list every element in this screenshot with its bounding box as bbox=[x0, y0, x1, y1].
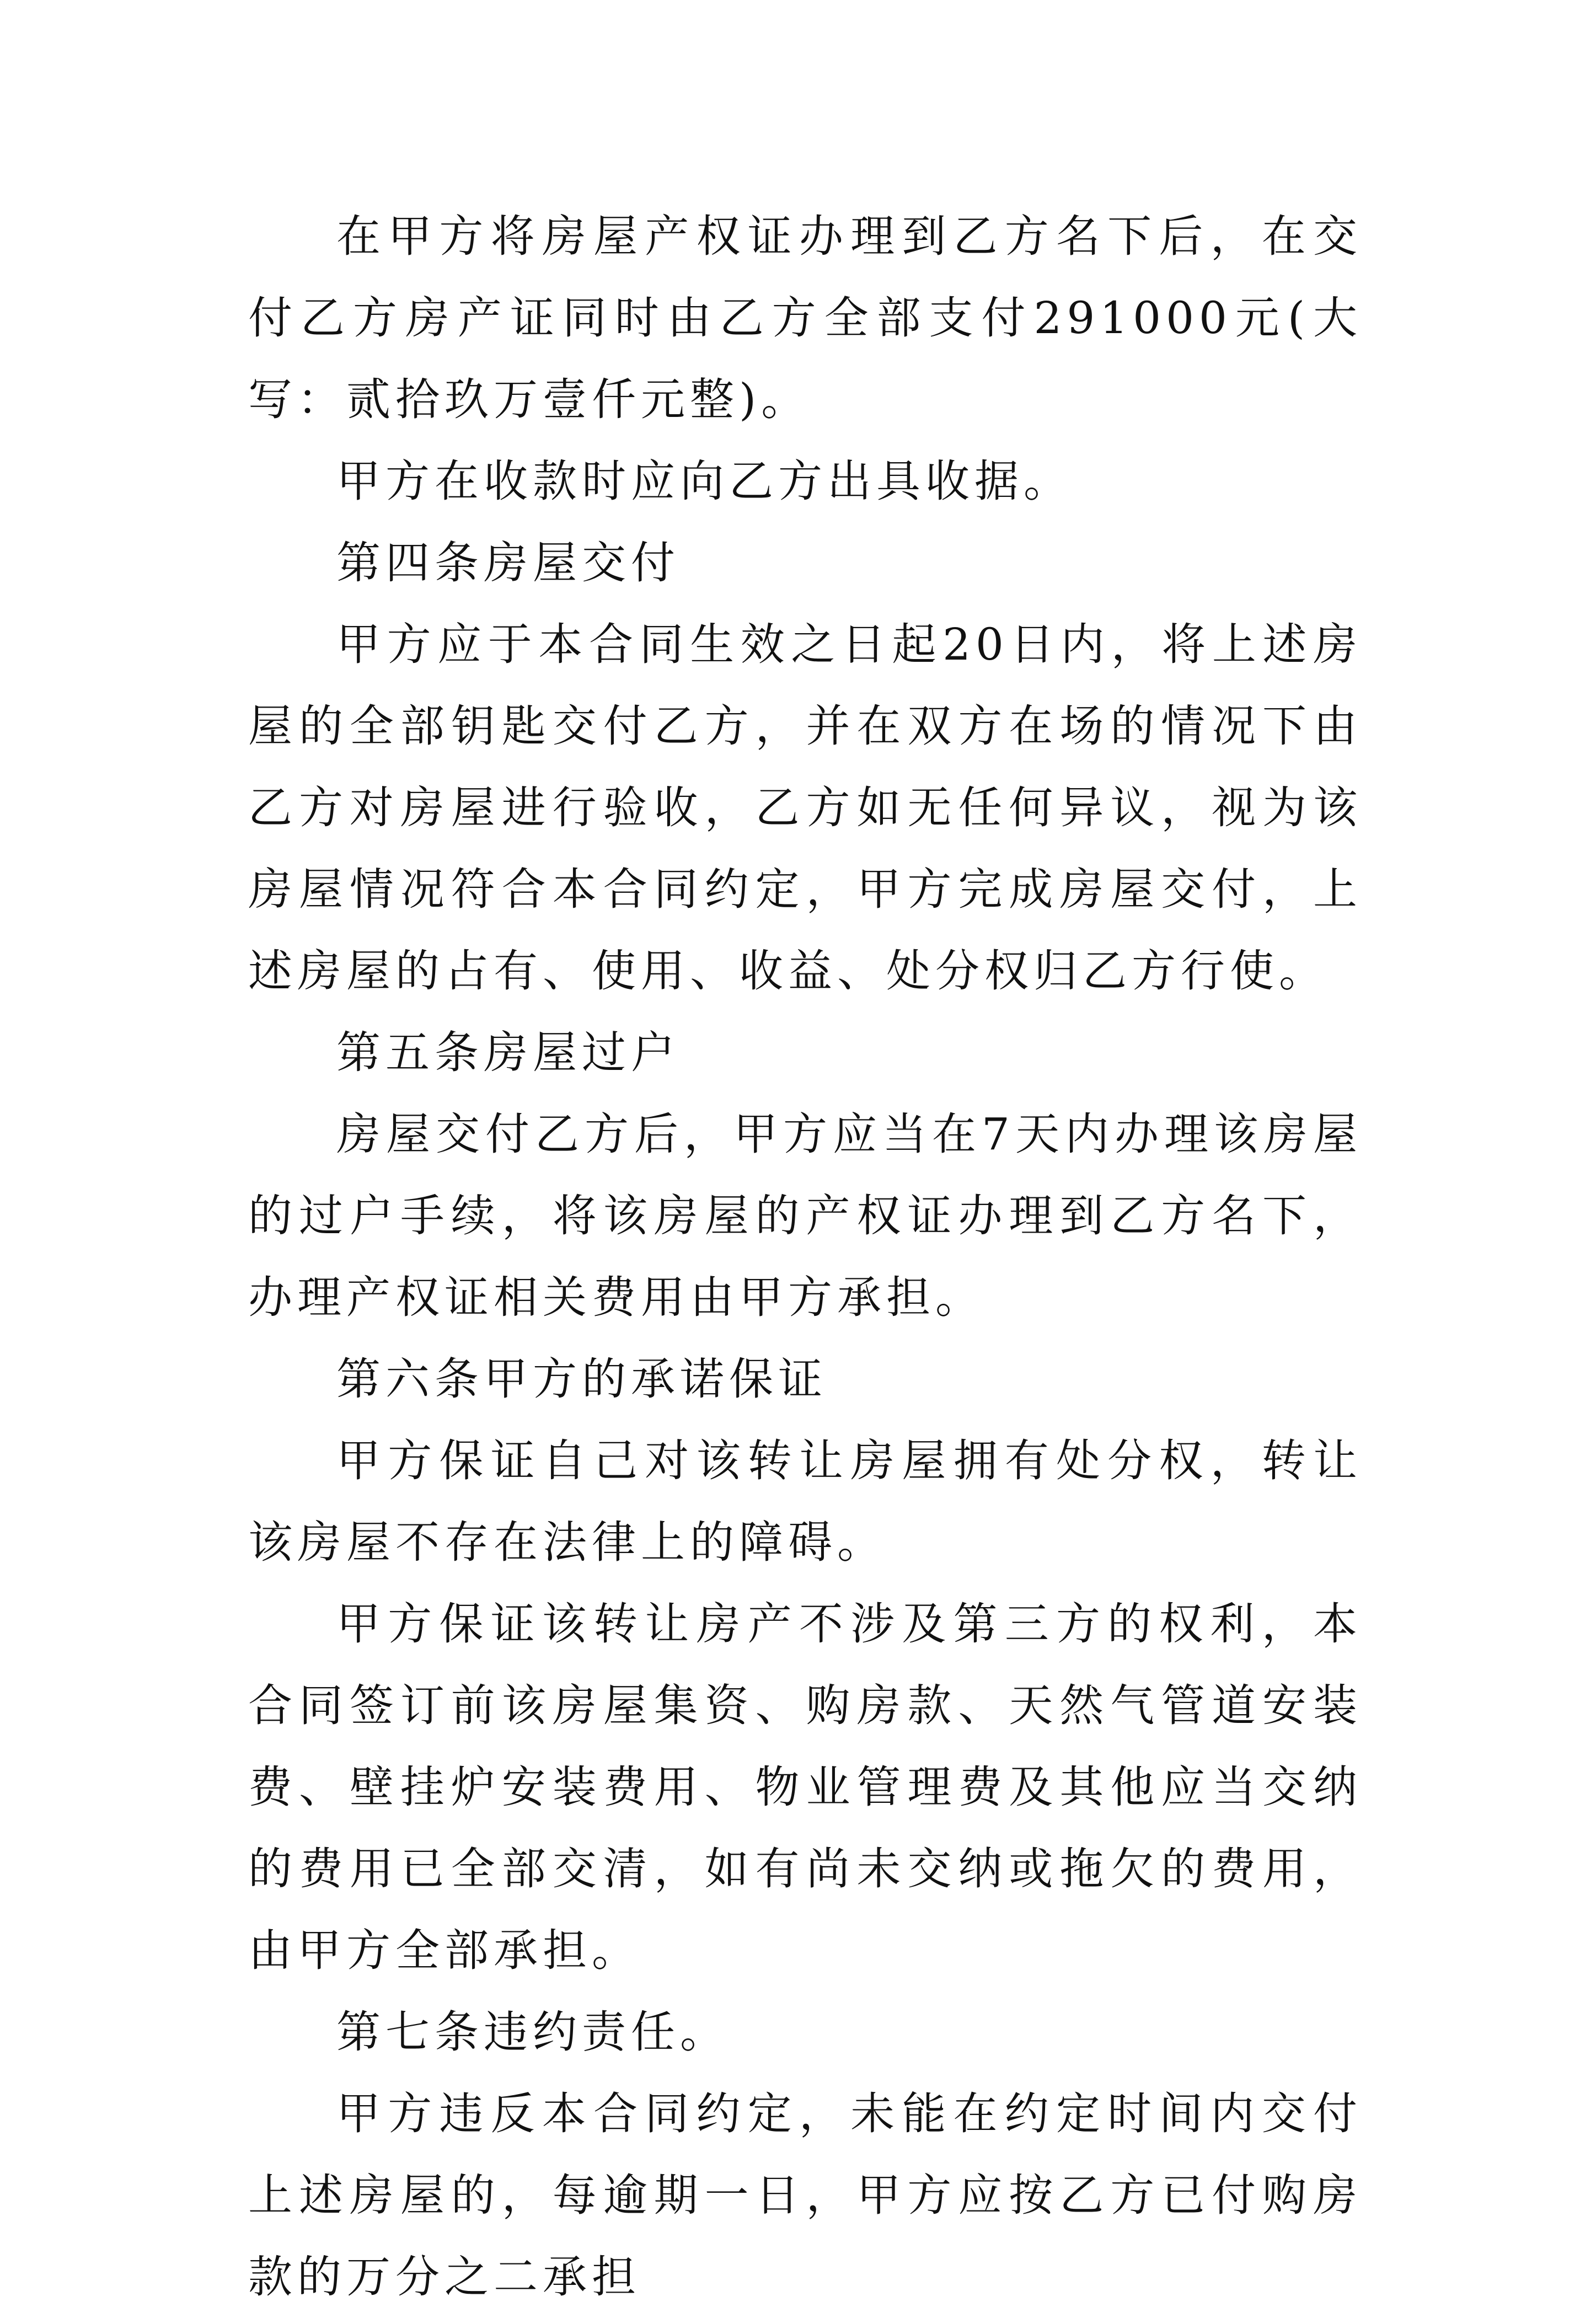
section-heading-article-5: 第五条房屋过户 bbox=[336, 1027, 680, 1078]
section-heading-article-7: 第七条违约责任。 bbox=[336, 2006, 729, 2058]
paragraph-breach-liability: 甲方违反本合同约定，未能在约定时间内交付上述房屋的，每逾期一日，甲方应按乙方已付购房款的万分之二承担 bbox=[248, 2088, 1362, 2303]
paragraph-disposal-right: 甲方保证自己对该转让房屋拥有处分权，转让该房屋不存在法律上的障碍。 bbox=[248, 1435, 1362, 1568]
paragraph-title-transfer: 房屋交付乙方后，甲方应当在7天内办理该房屋的过户手续，将该房屋的产权证办理到乙方名下，办理产权证相关费用由甲方承担。 bbox=[248, 1109, 1362, 1323]
paragraph-receipt: 甲方在收款时应向乙方出具收据。 bbox=[336, 456, 1073, 507]
paragraph-house-delivery: 甲方应于本合同生效之日起20日内，将上述房屋的全部钥匙交付乙方，并在双方在场的情况下由乙方对房屋进行验收，乙方如无任何异议，视为该房屋情况符合本合同约定，甲方完成房屋交付，上述房屋的占有、使用、收益、处分权归乙方行使。 bbox=[248, 619, 1362, 997]
document-body bbox=[248, 196, 1362, 2318]
section-heading-article-4: 第四条房屋交付 bbox=[336, 537, 680, 588]
paragraph-payment-terms: 在甲方将房屋产权证办理到乙方名下后，在交付乙方房产证同时由乙方全部支付291000元(大写：贰拾玖万壹仟元整)。 bbox=[248, 211, 1362, 425]
section-heading-article-6: 第六条甲方的承诺保证 bbox=[336, 1353, 827, 1405]
paragraph-third-party-rights: 甲方保证该转让房产不涉及第三方的权利，本合同签订前该房屋集资、购房款、天然气管道安装费、壁挂炉安装费用、物业管理费及其他应当交纳的费用已全部交清，如有尚未交纳或拖欠的费用，由甲方全部承担。 bbox=[248, 1598, 1362, 1976]
